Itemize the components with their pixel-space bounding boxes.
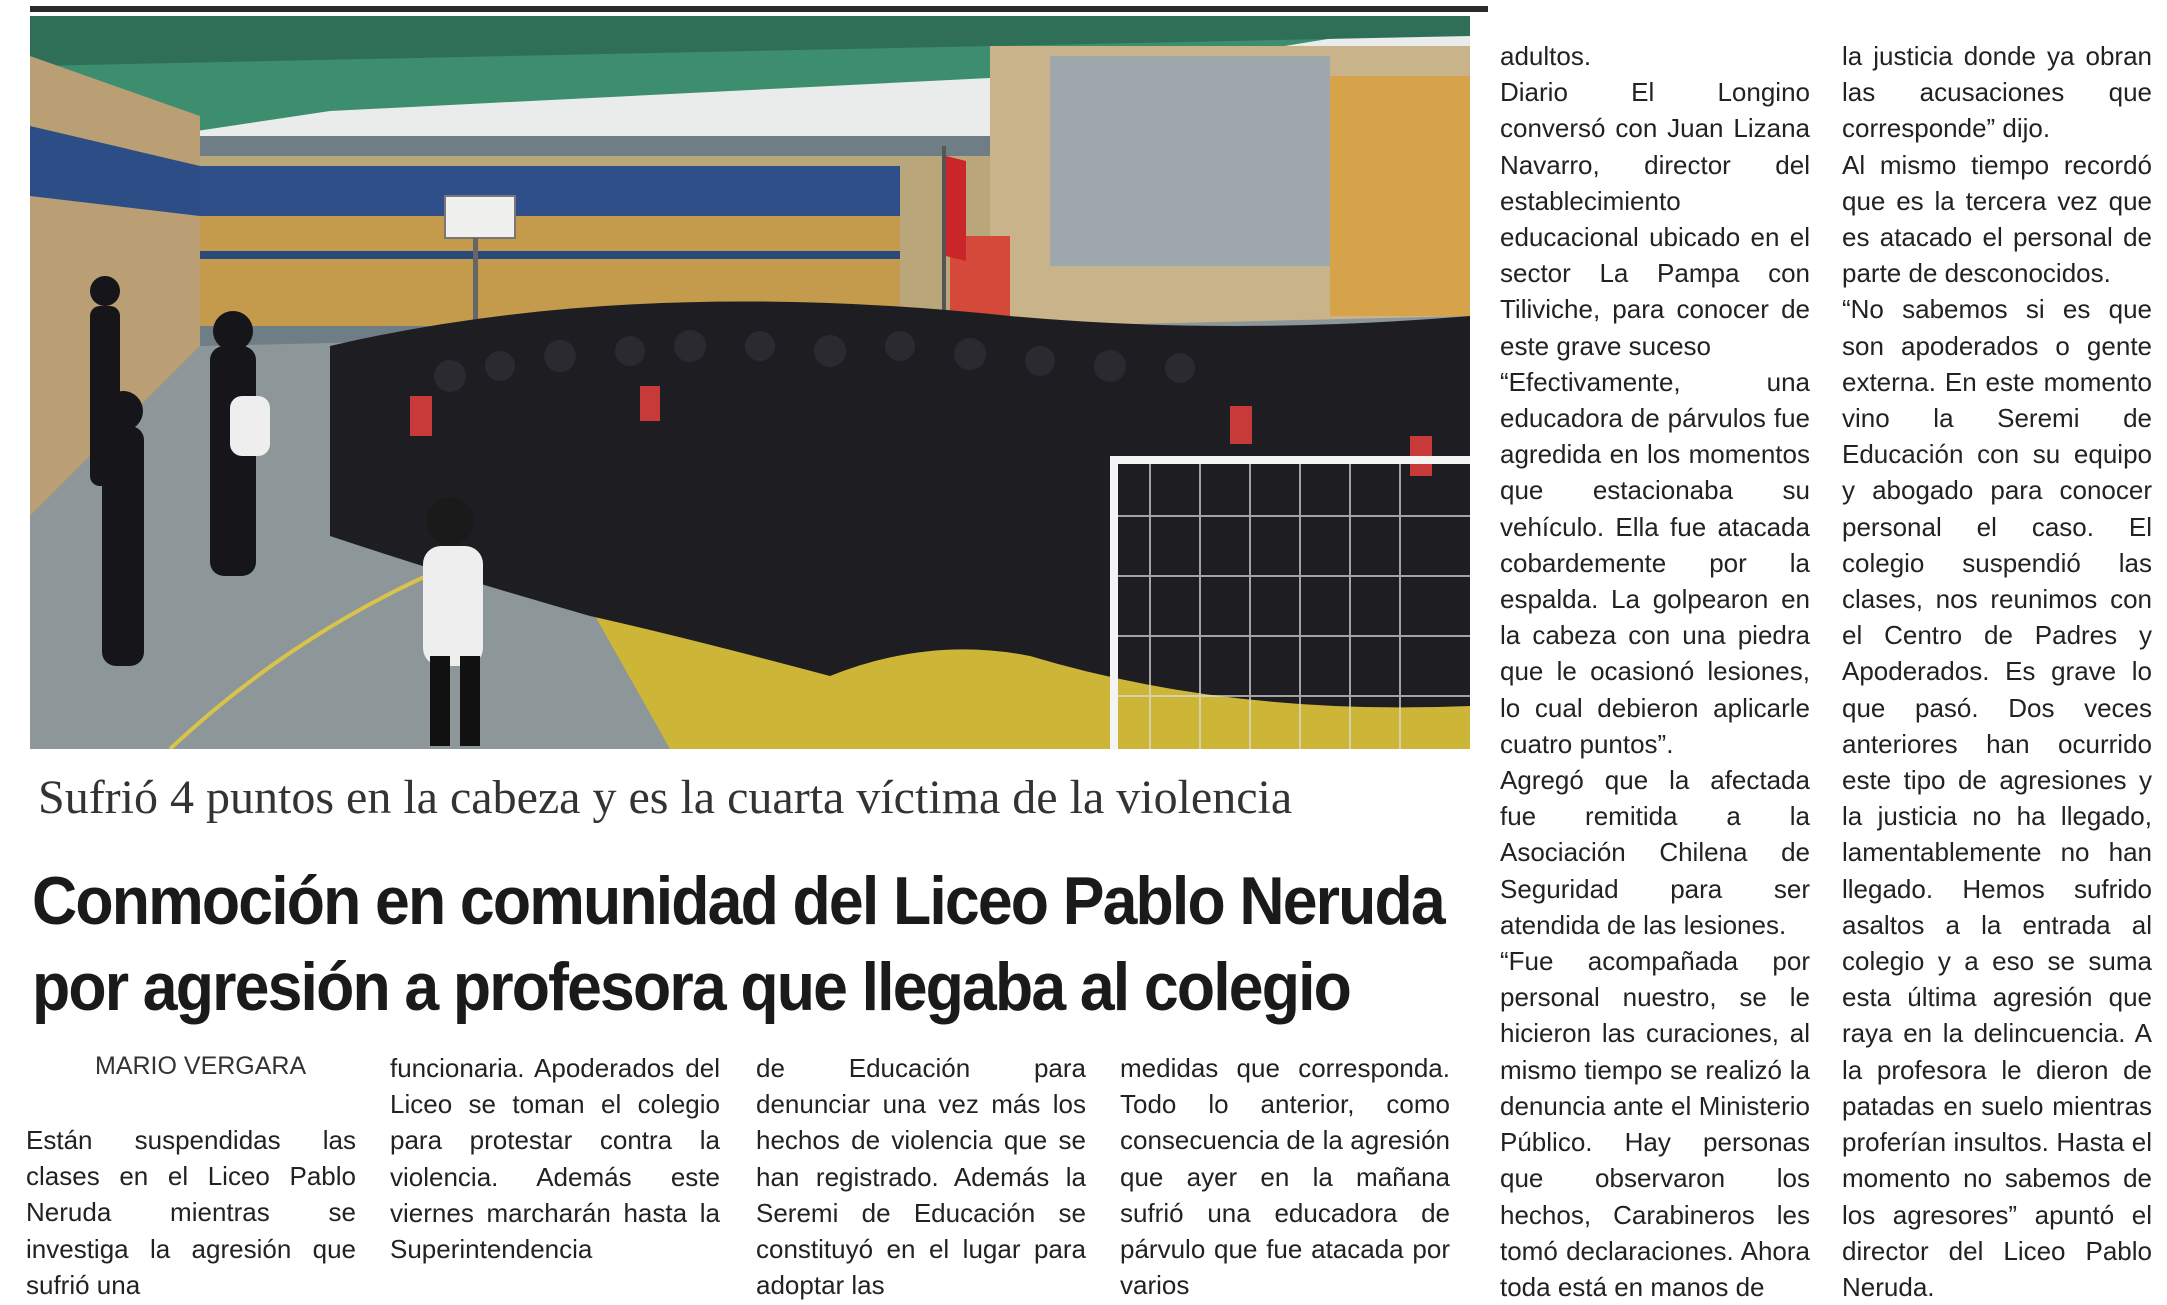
body-paragraph: Al mismo tiempo recordó que es la tercera vez que es atacado el personal de parte de desconocidos. — [1842, 149, 2152, 289]
body-column-3 — [756, 1050, 1086, 1303]
body-paragraph: adultos. — [1500, 41, 1592, 71]
body-column-2 — [390, 1050, 720, 1267]
body-paragraph: de Educación para denunciar una vez más los hechos de violencia que se han registrado. Además la Seremi de Educación se constituyó en el lugar para adoptar las — [756, 1053, 1086, 1301]
news-photo — [30, 16, 1470, 749]
quote-paragraph: “Efectivamente, una educadora de párvulos fue agredida en los momentos que estacionaba su vehículo. Ella fue atacada cobardemente por la espalda. La golpearon en la cabeza con una piedra que le ocasionó lesiones, lo cual debieron aplicarle cuatro puntos”. — [1500, 366, 1810, 759]
body-paragraph: funcionaria. Apoderados del Liceo se toman el colegio para protestar contra la violencia. Además este viernes marcharán hasta la Superintendencia — [390, 1053, 720, 1265]
byline: MARIO VERGARA — [95, 1052, 307, 1080]
body-column-5 — [1500, 38, 1810, 1305]
headline-line-2: por agresión a profesora que llegaba al colegio — [32, 949, 1351, 1025]
top-rule — [30, 6, 1488, 12]
photo-school-courtyard — [30, 16, 1470, 749]
article-headline — [32, 858, 1444, 1030]
quote-paragraph: “Fue acompañada por personal nuestro, se le hicieron las curaciones, al mismo tiempo se realizó la denuncia ante el Ministerio Público. Hay personas que observaron los hechos, Carabineros les tomó declaraciones. Ahora toda está en manos de — [1500, 946, 1810, 1302]
body-paragraph: Diario El Longino conversó con Juan Lizana Navarro, director del establecimiento educacional ubicado en el sector La Pampa con Tiliviche, para conocer de este grave suceso — [1500, 77, 1810, 361]
body-paragraph: medidas que corresponda. Todo lo anterior, como consecuencia de la agresión que ayer en la mañana sufrió una educadora de párvulo que fue atacada por varios — [1120, 1053, 1450, 1301]
body-column-6 — [1842, 38, 2152, 1305]
body-column-1 — [26, 1122, 356, 1303]
headline-line-1: Conmoción en comunidad del Liceo Pablo Neruda — [32, 863, 1444, 939]
body-column-4 — [1120, 1050, 1450, 1303]
body-paragraph: la justicia donde ya obran las acusaciones que corresponde” dijo. — [1842, 41, 2152, 144]
quote-paragraph: “No sabemos si es que son apoderados o gente externa. En este momento vino la Seremi de Educación con su equipo y abogado para conocer personal el caso. El colegio suspendió las clases, nos reunimos con el Centro de Padres y Apoderados. Es grave lo que pasó. Dos veces anteriores han ocurrido este tipo de agresiones y la justicia no ha llegado, lamentablemente no han llegado. Hemos sufrido asaltos a la entrada al colegio y a eso se suma esta última agresión que raya en la delincuencia. A la profesora le dieron de patadas en suelo mientras proferían insultos. Hasta el momento no sabemos de los agresores” apuntó el director del Liceo Pablo Neruda. — [1842, 294, 2152, 1302]
body-paragraph: Agregó que la afectada fue remitida a la Asociación Chilena de Seguridad para ser atendida de las lesiones. — [1500, 765, 1810, 940]
article-subtitle: Sufrió 4 puntos en la cabeza y es la cuarta víctima de la violencia — [38, 771, 1293, 824]
body-paragraph: Están suspendidas las clases en el Liceo Pablo Neruda mientras se investiga la agresión que sufrió una — [26, 1125, 356, 1300]
